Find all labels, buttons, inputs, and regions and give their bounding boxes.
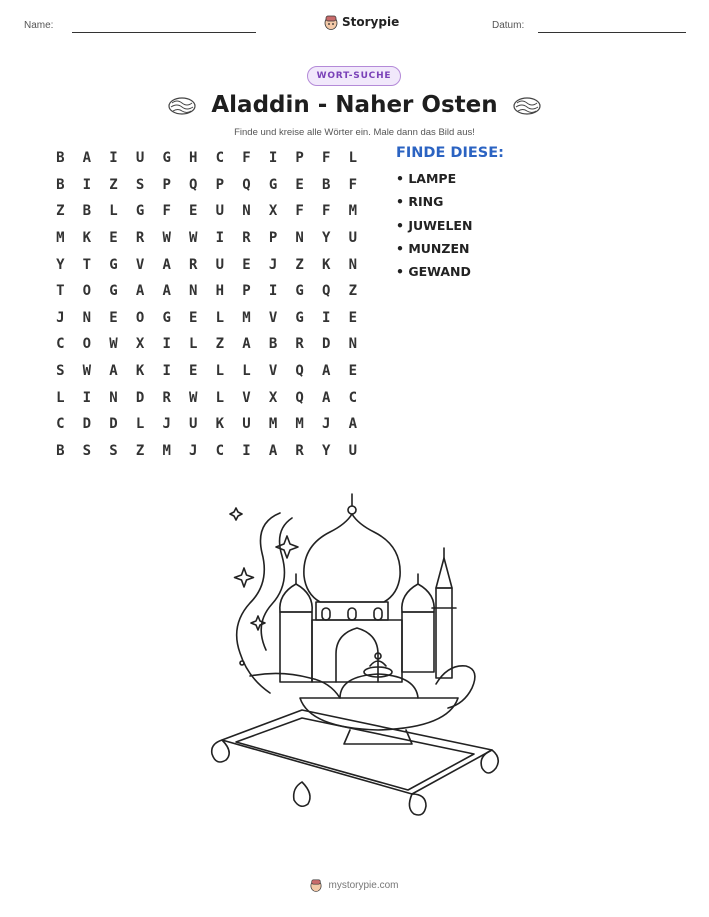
word-list-title: FINDE DIESE: [396,145,504,161]
page-title: Aladdin - Naher Osten [211,92,498,118]
grid-letter[interactable]: R [295,442,304,459]
word-item: • GEWAND [396,264,471,280]
grid-letter[interactable]: L [215,389,225,406]
name-label: Name: [24,20,54,31]
grid-letter[interactable]: Z [56,203,65,220]
grid-letter[interactable]: V [268,309,278,326]
grid-letter[interactable]: P [162,176,171,193]
grid-letter[interactable]: Q [322,283,331,300]
grid-letter[interactable]: J [268,256,278,273]
grid-letter[interactable]: G [135,203,145,220]
grid-letter[interactable]: I [215,230,225,247]
grid-row [47,172,366,199]
flying-carpet-icon [512,94,542,116]
grid-letter[interactable]: B [56,176,65,193]
grid-letter[interactable]: E [189,363,198,380]
grid-letter[interactable]: N [189,283,198,300]
grid-letter[interactable]: R [295,336,304,353]
grid-letter[interactable]: U [135,150,145,167]
grid-letter[interactable]: L [56,389,65,406]
grid-letter[interactable]: A [268,442,278,459]
grid-letter[interactable]: Z [348,283,358,300]
grid-row [47,384,366,411]
grid-letter[interactable]: N [109,389,118,406]
grid-letter[interactable]: X [268,389,278,406]
grid-letter[interactable]: X [268,203,278,220]
grid-letter[interactable]: S [109,442,118,459]
grid-letter[interactable]: I [268,150,278,167]
footer [0,878,709,892]
grid-letter[interactable]: B [56,150,65,167]
category-badge: WORT-SUCHE [307,66,401,86]
grid-letter[interactable]: G [109,283,118,300]
grid-letter[interactable]: N [348,336,358,353]
storypie-mascot-icon [310,878,322,892]
grid-letter[interactable]: Z [295,256,304,273]
grid-letter[interactable]: Z [215,336,225,353]
grid-letter[interactable]: B [322,176,331,193]
grid-letter[interactable]: I [322,309,331,326]
grid-letter[interactable]: K [215,416,225,433]
grid-letter[interactable]: Z [135,442,145,459]
grid-letter[interactable]: K [135,363,145,380]
grid-letter[interactable]: F [322,150,331,167]
grid-row [47,198,366,225]
grid-letter[interactable]: R [135,230,145,247]
grid-letter[interactable]: O [135,309,145,326]
grid-letter[interactable]: T [82,256,92,273]
grid-letter[interactable]: I [162,336,171,353]
grid-letter[interactable]: L [189,336,198,353]
brand-name: Storypie [342,15,400,29]
grid-letter[interactable]: M [348,203,358,220]
grid-letter[interactable]: D [109,416,118,433]
grid-letter[interactable]: D [82,416,92,433]
palace-lamp-coloring-illustration [200,488,520,828]
grid-letter[interactable]: J [56,309,65,326]
grid-letter[interactable]: R [242,230,251,247]
grid-letter[interactable]: W [109,336,118,353]
grid-letter[interactable]: I [109,150,118,167]
grid-letter[interactable]: Q [242,176,251,193]
grid-letter[interactable]: C [215,442,225,459]
word-item: • LAMPE [396,171,457,186]
word-item: • MUNZEN [396,240,470,256]
grid-row [47,411,366,438]
grid-letter[interactable]: P [268,230,278,247]
grid-letter[interactable]: A [135,283,145,300]
grid-letter[interactable]: K [82,230,92,247]
grid-letter[interactable]: N [295,230,304,247]
grid-letter[interactable]: R [189,256,198,273]
brand-logo [324,14,399,30]
grid-letter[interactable]: X [135,336,145,353]
grid-letter[interactable]: E [189,309,198,326]
grid-letter[interactable]: P [242,283,251,300]
grid-letter[interactable]: D [135,389,145,406]
grid-letter[interactable]: M [268,416,278,433]
grid-letter[interactable]: F [295,203,304,220]
title-row [0,92,709,118]
grid-letter[interactable]: U [348,230,358,247]
grid-letter[interactable]: M [56,230,65,247]
grid-letter[interactable]: L [348,150,358,167]
grid-letter[interactable]: G [295,283,304,300]
grid-letter[interactable]: F [162,203,171,220]
name-line [72,32,256,33]
grid-letter[interactable]: C [348,389,358,406]
grid-letter[interactable]: A [348,416,358,433]
grid-letter[interactable]: B [56,442,65,459]
grid-letter[interactable]: J [322,416,331,433]
grid-letter[interactable]: U [215,203,225,220]
grid-letter[interactable]: P [295,150,304,167]
grid-letter[interactable]: Y [322,442,331,459]
grid-row [47,225,366,252]
grid-letter[interactable]: Y [322,230,331,247]
grid-letter[interactable]: U [189,416,198,433]
grid-letter[interactable]: K [322,256,331,273]
grid-letter[interactable]: U [348,442,358,459]
grid-letter[interactable]: N [82,309,92,326]
grid-letter[interactable]: Q [295,363,304,380]
grid-letter[interactable]: B [268,336,278,353]
grid-letter[interactable]: W [82,363,92,380]
grid-letter[interactable]: I [82,176,92,193]
grid-letter[interactable]: Z [109,176,118,193]
grid-letter[interactable]: A [322,389,331,406]
grid-letter[interactable]: L [215,309,225,326]
grid-row [47,251,366,278]
grid-letter[interactable]: L [215,363,225,380]
word-search-grid [47,145,366,464]
grid-letter[interactable]: I [162,363,171,380]
grid-letter[interactable]: G [268,176,278,193]
grid-letter[interactable]: F [242,150,251,167]
grid-letter[interactable]: I [82,389,92,406]
grid-letter[interactable]: E [242,256,251,273]
grid-row [47,358,366,385]
grid-letter[interactable]: M [295,416,304,433]
grid-letter[interactable]: C [56,336,65,353]
grid-row [47,278,366,305]
grid-letter[interactable]: A [82,150,92,167]
grid-letter[interactable]: O [82,283,92,300]
grid-letter[interactable]: U [215,256,225,273]
grid-letter[interactable]: S [56,363,65,380]
grid-letter[interactable]: P [215,176,225,193]
grid-letter[interactable]: A [162,283,171,300]
grid-letter[interactable]: E [348,309,358,326]
grid-letter[interactable]: E [109,309,118,326]
grid-row [47,438,366,465]
instructions: Finde und kreise alle Wörter ein. Male dann das Bild aus! [234,127,475,138]
grid-letter[interactable]: W [162,230,171,247]
grid-letter[interactable]: F [322,203,331,220]
grid-letter[interactable]: S [82,442,92,459]
grid-letter[interactable]: M [162,442,171,459]
grid-letter[interactable]: V [135,256,145,273]
grid-letter[interactable]: H [215,283,225,300]
grid-letter[interactable]: R [162,389,171,406]
grid-letter[interactable]: E [348,363,358,380]
grid-letter[interactable]: L [109,203,118,220]
grid-letter[interactable]: W [189,230,198,247]
footer-url: mystorypie.com [328,879,399,891]
grid-letter[interactable]: N [348,256,358,273]
grid-letter[interactable]: Y [56,256,65,273]
grid-letter[interactable]: F [348,176,358,193]
grid-letter[interactable]: D [322,336,331,353]
grid-letter[interactable]: G [162,150,171,167]
grid-letter[interactable]: J [162,416,171,433]
date-line [538,32,686,33]
grid-letter[interactable]: L [135,416,145,433]
grid-letter[interactable]: O [82,336,92,353]
grid-letter[interactable]: V [242,389,251,406]
grid-letter[interactable]: G [295,309,304,326]
grid-letter[interactable]: C [215,150,225,167]
grid-row [47,331,366,358]
grid-letter[interactable]: H [189,150,198,167]
grid-letter[interactable]: I [242,442,251,459]
grid-letter[interactable]: A [242,336,251,353]
grid-letter[interactable]: I [268,283,278,300]
grid-letter[interactable]: E [295,176,304,193]
grid-row [47,145,366,172]
grid-letter[interactable]: B [82,203,92,220]
grid-letter[interactable]: E [109,230,118,247]
grid-letter[interactable]: U [242,416,251,433]
word-item: • JUWELEN [396,217,473,233]
grid-letter[interactable]: Q [295,389,304,406]
grid-letter[interactable]: S [135,176,145,193]
date-label: Datum: [492,20,525,31]
grid-letter[interactable]: G [162,309,171,326]
grid-letter[interactable]: C [56,416,65,433]
grid-letter[interactable]: J [189,442,198,459]
grid-letter[interactable]: E [189,203,198,220]
grid-letter[interactable]: A [162,256,171,273]
flying-carpet-icon [167,94,197,116]
grid-letter[interactable]: Q [189,176,198,193]
grid-row [47,305,366,332]
grid-letter[interactable]: A [322,363,331,380]
storypie-mascot-icon [324,14,338,30]
grid-letter[interactable]: W [189,389,198,406]
word-list [396,171,472,287]
grid-letter[interactable]: T [56,283,65,300]
grid-letter[interactable]: A [109,363,118,380]
grid-letter[interactable]: N [242,203,251,220]
grid-letter[interactable]: V [268,363,278,380]
grid-letter[interactable]: G [109,256,118,273]
grid-letter[interactable]: L [242,363,251,380]
word-item: • RING [396,194,444,210]
grid-letter[interactable]: M [242,309,251,326]
